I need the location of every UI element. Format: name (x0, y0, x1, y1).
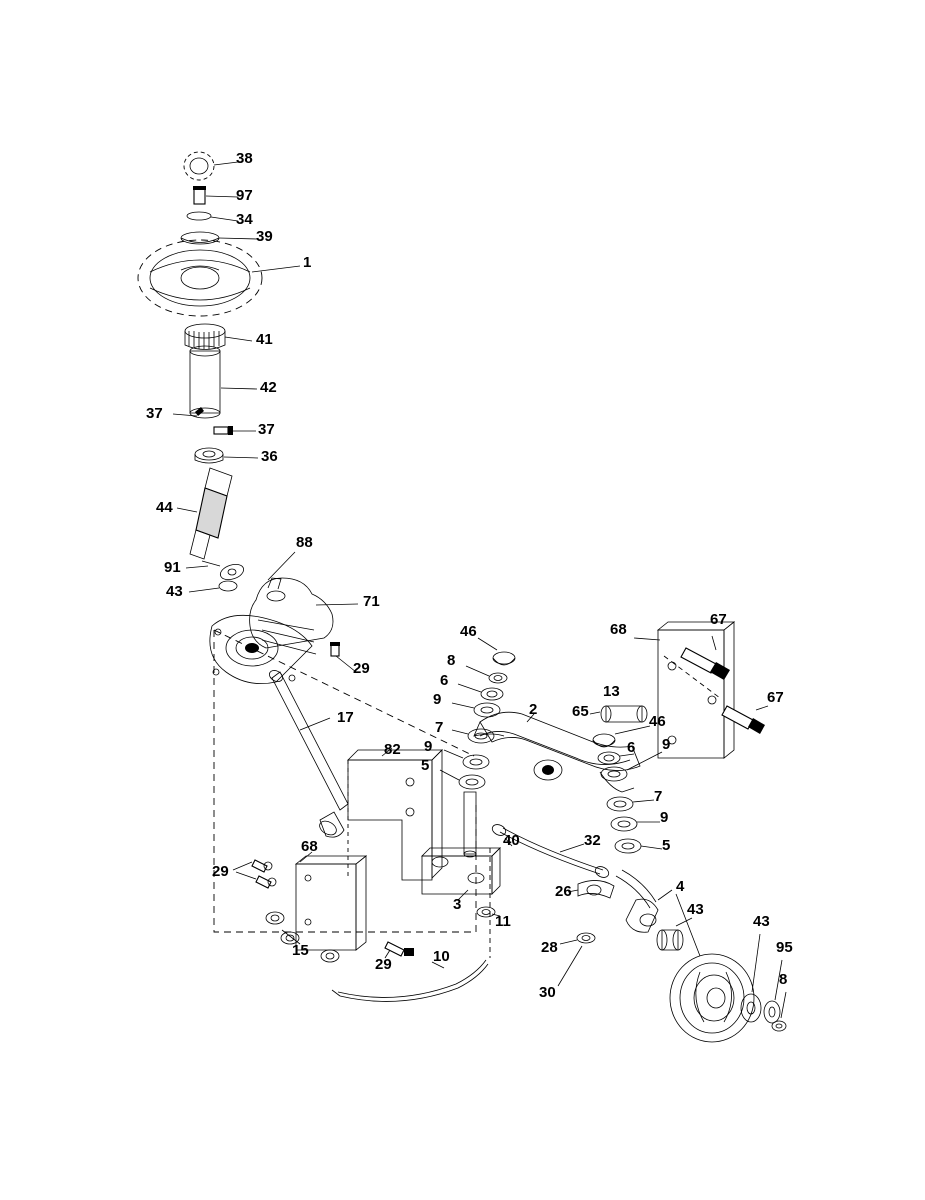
callout-95: 95 (776, 939, 793, 956)
callout-7-right: 7 (654, 788, 663, 805)
callout-37-right: 37 (258, 421, 275, 438)
linkage-group (332, 823, 614, 1002)
callout-42: 42 (260, 379, 277, 396)
chassis-bracket-group (233, 748, 442, 962)
wheel-group (616, 870, 786, 1042)
callout-44: 44 (156, 499, 173, 516)
callout-28: 28 (541, 939, 558, 956)
callout-26: 26 (555, 883, 572, 900)
callout-67-upper: 67 (710, 611, 727, 628)
steering-wheel-group (138, 152, 300, 592)
callout-37-left: 37 (146, 405, 163, 422)
callout-9-left-upper: 9 (433, 691, 442, 708)
callout-43-hub: 43 (687, 901, 704, 918)
right-bracket-group (634, 622, 768, 758)
callout-8-left: 8 (447, 652, 456, 669)
callout-38: 38 (236, 150, 253, 167)
callout-6-left: 6 (440, 672, 449, 689)
steering-gear-group (210, 552, 358, 838)
callout-8-wheel: 8 (779, 971, 788, 988)
callout-68-right: 68 (610, 621, 627, 638)
callout-46-right: 46 (649, 713, 666, 730)
callout-9-left-lower: 9 (424, 738, 433, 755)
callout-4: 4 (676, 878, 685, 895)
callout-7-left: 7 (435, 719, 444, 736)
callout-2: 2 (529, 701, 538, 718)
callout-43-upper: 43 (166, 583, 183, 600)
callout-36: 36 (261, 448, 278, 465)
callout-29-gear: 29 (353, 660, 370, 677)
callout-97: 97 (236, 187, 253, 204)
callout-30: 30 (539, 984, 556, 1001)
callout-1: 1 (303, 254, 312, 271)
assembly-reference-dashes (214, 630, 476, 932)
callout-71: 71 (363, 593, 380, 610)
front-axle-group (474, 712, 640, 792)
callout-91: 91 (164, 559, 181, 576)
callout-40: 40 (503, 832, 520, 849)
callout-29-left: 29 (212, 863, 229, 880)
callout-67-lower: 67 (767, 689, 784, 706)
callout-65: 65 (572, 703, 589, 720)
callout-9-right-lower: 9 (660, 809, 669, 826)
callout-9-right-upper: 9 (662, 736, 671, 753)
callout-39: 39 (256, 228, 273, 245)
callout-6-right: 6 (627, 739, 636, 756)
callout-17: 17 (337, 709, 354, 726)
callout-3: 3 (453, 896, 462, 913)
callout-13: 13 (603, 683, 620, 700)
callout-11: 11 (495, 913, 511, 930)
callout-41: 41 (256, 331, 273, 348)
callout-15: 15 (292, 942, 309, 959)
callout-88: 88 (296, 534, 313, 551)
callout-5-right: 5 (662, 837, 671, 854)
callout-68-left: 68 (301, 838, 318, 855)
callout-5-left: 5 (421, 757, 430, 774)
callout-34: 34 (236, 211, 253, 228)
left-spindle-hardware (440, 638, 515, 857)
callout-82: 82 (384, 741, 401, 758)
callout-43-wheel: 43 (753, 913, 770, 930)
callout-32: 32 (584, 832, 601, 849)
callout-46-left: 46 (460, 623, 477, 640)
callout-29-bottom: 29 (375, 956, 392, 973)
callout-10: 10 (433, 948, 450, 965)
